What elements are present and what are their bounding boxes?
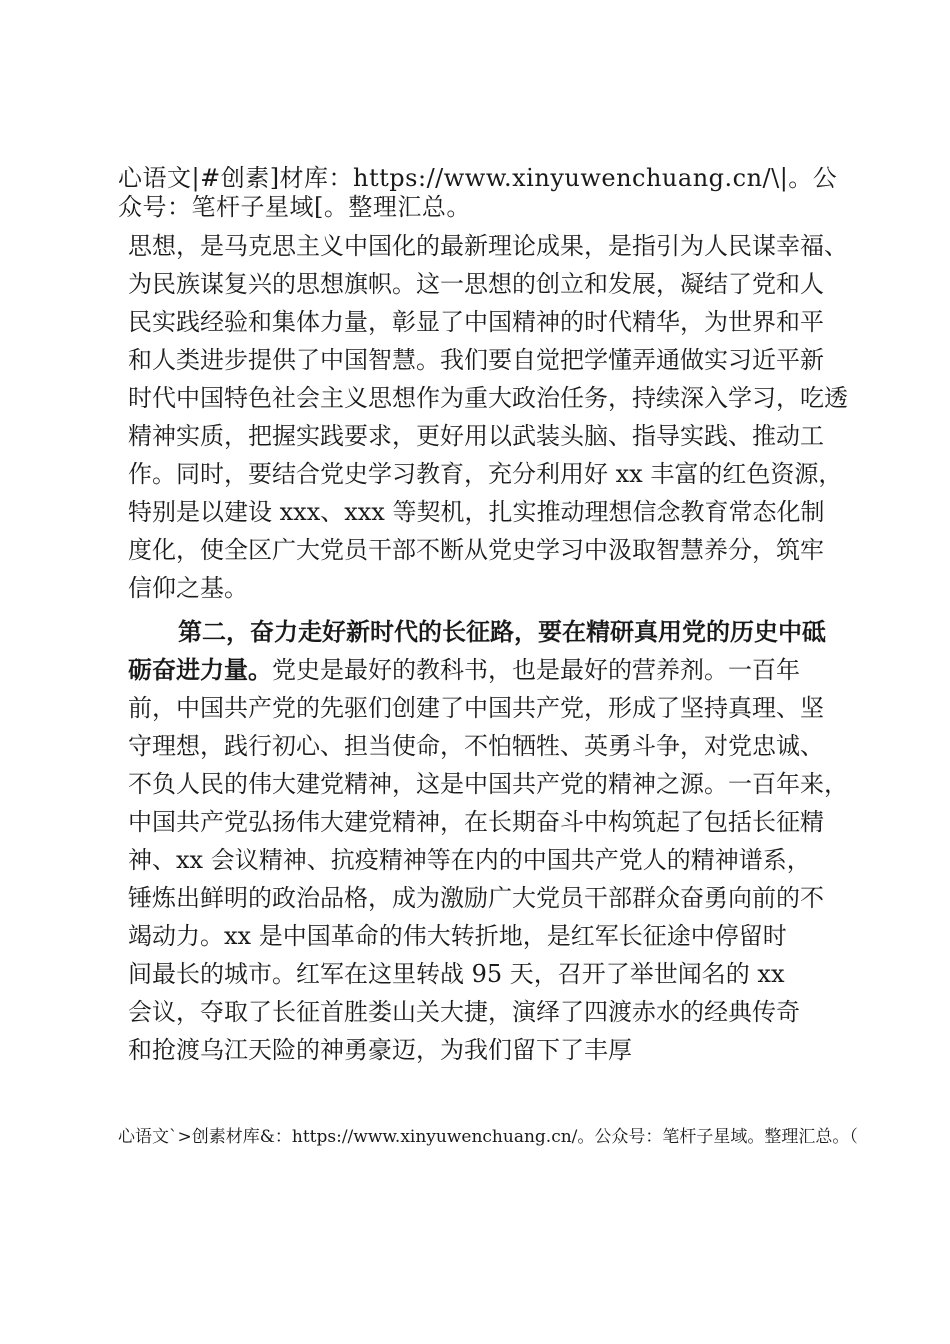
paragraph1-line: 和人类进步提供了中国智慧。我们要自觉把学懂弄通做实习近平新	[128, 346, 824, 374]
paragraph1-line: 民实践经验和集体力量，彰显了中国精神的时代精华，为世界和平	[128, 308, 824, 336]
paragraph1-line: 为民族谋复兴的思想旗帜。这一思想的创立和发展，凝结了党和人	[128, 270, 824, 298]
paragraph2-text: 党史是最好的教科书，也是最好的营养剂。一百年	[272, 656, 800, 684]
paragraph1-line: 思想，是马克思主义中国化的最新理论成果，是指引为人民谋幸福、	[128, 232, 848, 260]
paragraph1-line: 度化，使全区广大党员干部不断从党史学习中汲取智慧养分，筑牢	[128, 536, 824, 564]
paragraph2-line: 中国共产党弘扬伟大建党精神，在长期奋斗中构筑起了包括长征精	[128, 808, 824, 836]
paragraph1-line: 信仰之基。	[128, 574, 248, 602]
paragraph2-line: 不负人民的伟大建党精神，这是中国共产党的精神之源。一百年来，	[128, 770, 848, 798]
paragraph1-line: 特别是以建设 xxx、xxx 等契机，扎实推动理想信念教育常态化制	[128, 498, 825, 526]
paragraph1-line: 精神实质，把握实践要求，更好用以武装头脑、指导实践、推动工	[128, 422, 824, 450]
paragraph2-line: 锤炼出鲜明的政治品格，成为激励广大党员干部群众奋勇向前的不	[128, 884, 824, 912]
header-source-note: 心语文|#创素]材库：https://www.xinyuwenchuang.cn/\|。公众号：笔杆子星域[。整理汇总。	[118, 164, 838, 221]
paragraph2-line: 神、xx 会议精神、抗疫精神等在内的中国共产党人的精神谱系，	[128, 846, 811, 874]
paragraph2-line: 和抢渡乌江天险的神勇豪迈，为我们留下了丰厚	[128, 1036, 632, 1064]
paragraph1-line: 时代中国特色社会主义思想作为重大政治任务，持续深入学习，吃透	[128, 384, 848, 412]
paragraph1-line: 作。同时，要结合党史学习教育，充分利用好 xx 丰富的红色资源，	[128, 460, 843, 488]
paragraph2-line: 会议，夺取了长征首胜娄山关大捷，演绎了四渡赤水的经典传奇	[128, 998, 800, 1026]
footer-source-note: 心语文`>创素材库&：https://www.xinyuwenchuang.cn/。公众号：笔杆子星域。整理汇总。（	[118, 1127, 858, 1147]
paragraph2-line: 间最长的城市。红军在这里转战 95 天，召开了举世闻名的 xx	[128, 960, 785, 988]
paragraph2-line: 竭动力。xx 是中国革命的伟大转折地，是红军长征途中停留时	[128, 922, 787, 950]
paragraph2-line: 前，中国共产党的先驱们创建了中国共产党，形成了坚持真理、坚	[128, 694, 824, 722]
paragraph2-line: 守理想，践行初心、担当使命，不怕牺牲、英勇斗争，对党忠诚、	[128, 732, 824, 760]
paragraph2-heading: 第二，奋力走好新时代的长征路，要在精研真用党的历史中砥	[178, 617, 826, 646]
paragraph2-line	[128, 656, 800, 684]
paragraph2-heading-end: 砺奋进力量。	[128, 655, 272, 684]
